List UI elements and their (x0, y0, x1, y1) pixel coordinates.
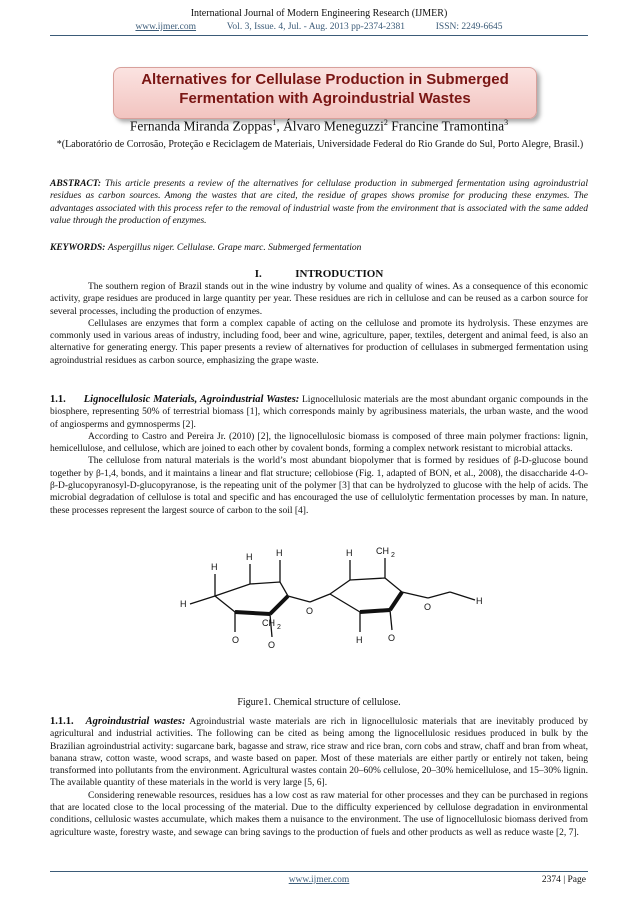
author-2: , Álvaro Meneguzzi (276, 118, 384, 134)
section-1-1-1-paragraph-2: Considering renewable resources, residues has a low cost as raw material for other processes and they can be purchased in regions that are located close to the local processing of the material. Due to the difficulty experienced by cellulose degradation in environmental conditions, cellulosic wastes accumulate, which makes them a nuisance to the environment. The use of lignocellulosic biomass derived from agriculture waste, forestry waste, and sewage can bring savings to the production of fuels and other products as well as reduce waste [2, 7]. (50, 790, 588, 838)
author-2-sup: 2 (383, 118, 388, 127)
intro-title: INTRODUCTION (295, 268, 384, 280)
abstract (50, 178, 588, 227)
title-line-1: Alternatives for Cellulase Production in Submerged (141, 71, 509, 88)
page-number: 2374 | Page (541, 875, 586, 885)
journal-meta-line (0, 22, 638, 32)
abstract-text: This article presents a review of the alternatives for cellulase production in submerged fermentation using agroindustrial residues as carbon sources. Among the wastes that are cited, the residue of grapes shows promise for producing these enzymes. The advantages associated with this process refer to the removal of industrial waste from the environment that is associated with the same added value through the production of enzymes. (50, 179, 588, 226)
atom-label: O (388, 633, 396, 643)
section-1-1-number: 1.1. (50, 394, 66, 405)
atom-label: H (476, 596, 483, 606)
keywords-text: Aspergillus niger. Cellulase. Grape marc. Submerged fermentation (107, 243, 362, 253)
header-rule (50, 35, 588, 36)
journal-url-link[interactable]: www.ijmer.com (135, 22, 197, 32)
volume-info: Vol. 3, Issue. 4, Jul. - Aug. 2013 pp-2374-2381 (226, 22, 406, 32)
author-3-sup: 3 (504, 118, 509, 127)
atom-label: H (356, 635, 363, 645)
section-1-1-1-paragraph-1: Agroindustrial waste materials are rich in lignocellulosic materials that are inevitably produced by agricultural and industrial activities. The following can be cited as being among the lignocellulosic residues produced in bulk by the Brazilian agroindustrial activity: sugarcane bark, bagasse and straw, rice straw and rice bran, corn cobs and straw, chaff and bran from wheat, banana straw, cotton waste, wood scraps, and waste based on paper. Most of these materials are either partly or entirely not taken, being transformed into pollutants from the environment. Agricultural wastes contain 20–60% cellulose, 20–30% hemicellulose, and 15–30% lignin. The available quantity of these materials in the world is very large [5, 6]. (50, 717, 588, 789)
section-1-1-paragraph-1: Lignocellulosic materials are the most abundant organic compounds in the biosphere, representing 50% of terrestrial biomass [1], which corresponds mainly by agribusiness materials, the urban waste, and the wood of angiosperms and gymnosperms [2]. (50, 395, 588, 430)
author-1-sup: 1 (272, 118, 277, 127)
section-1-1-paragraph-2: According to Castro and Pereira Jr. (2010) [2], the lignocellulosic biomass is composed of three main polymer fractions: lignin, hemicellulose, and cellulose, which are joined to each other by covalent bonds, forming a complex network resistant to microbial attacks. (50, 431, 588, 455)
journal-name: International Journal of Modern Engineering Research (IJMER) (190, 8, 448, 19)
section-1-1 (50, 394, 588, 517)
atom-label: 2 (391, 552, 395, 559)
section-1-1-1-title: Agroindustrial wastes: (85, 716, 186, 727)
keywords-label: KEYWORDS: (50, 243, 106, 253)
atom-label: CH (262, 618, 275, 628)
title-line-2: Fermentation with Agroindustrial Wastes (179, 90, 471, 107)
cellulose-structure-figure (180, 532, 490, 662)
intro-paragraph-1: The southern region of Brazil stands out in the wine industry by volume and quality of wines. As a consequence of this economic activity, grape residues are produced in large quantity per year. These residues are rich in cellulose and can be reused as a carbon source for several processes, including the production of enzymes. (50, 282, 588, 317)
intro-heading (0, 268, 638, 280)
atom-label: O (232, 635, 240, 645)
atom-label: H (276, 548, 283, 558)
intro-number: I. (254, 268, 262, 280)
author-line (0, 118, 638, 135)
section-1-1-paragraph-3: The cellulose from natural materials is the world’s most abundant biopolymer that is formed by residues of β-D-glucose bound together by β-1,4, bonds, and it maintains a linear and flat structure; cellobiose (Fig. 1, adapted of BON, et al., 2008), the disaccharide 4-O-β-D-glucopyranosyl-D-glucopyranose, is the repeating unit of the polymer [3] that can be hydrolyzed to glucose with the help of acids. The microbial degradation of cellulose is total and specific and has encouraged the use of cellulolytic fermentation processes by man. In nature, these processes represent the largest source of carbon to the soil [4]. (50, 456, 588, 516)
author-1: Fernanda Miranda Zoppas (129, 118, 273, 134)
affiliation: *(Laboratório de Corrosão, Proteção e Reciclagem de Materiais, Universidade Federal do Rio Grande do Sul, Porto Alegre, Brasil.) (56, 139, 584, 150)
footer-url-link[interactable]: www.ijmer.com (288, 875, 350, 885)
intro-text (50, 281, 588, 367)
author-3: Francine Tramontina (391, 118, 505, 134)
atom-label: O (424, 602, 432, 612)
section-1-1-title: Lignocellulosic Materials, Agroindustrial Wastes: (83, 394, 300, 405)
atom-labels (180, 546, 483, 650)
atom-label: CH (376, 546, 389, 556)
intro-paragraph-2: Cellulases are enzymes that form a complex capable of acting on the cellulose and promote its hydrolysis. These enzymes are commonly used in various areas of industry, including food, beer and wine, agriculture, paper, textiles, detergent and animal feed, is also an alternative for generating energy. This paper presents a review of alternatives for production of cellulases in submerged fermentation using agroindustrial residues as carbon source, emphasizing the grape waste. (50, 318, 588, 366)
issn-info: ISSN: 2249-6645 (435, 22, 503, 32)
section-1-1-1-number: 1.1.1. (50, 716, 74, 727)
paper-title (113, 70, 537, 108)
atom-label: H (346, 548, 353, 558)
atom-label: H (180, 599, 187, 609)
footer-rule (50, 871, 588, 872)
atom-label: H (246, 552, 253, 562)
atom-label: O (268, 640, 276, 650)
abstract-label: ABSTRACT: (50, 179, 102, 189)
atom-label: H (211, 562, 218, 572)
keywords (50, 242, 588, 254)
bond-lines (190, 558, 475, 637)
atom-label: O (306, 606, 314, 616)
atom-label: 2 (277, 624, 281, 631)
section-1-1-1 (50, 716, 588, 839)
figure-caption: Figure1. Chemical structure of cellulose. (237, 697, 401, 708)
page-footer (0, 875, 638, 885)
